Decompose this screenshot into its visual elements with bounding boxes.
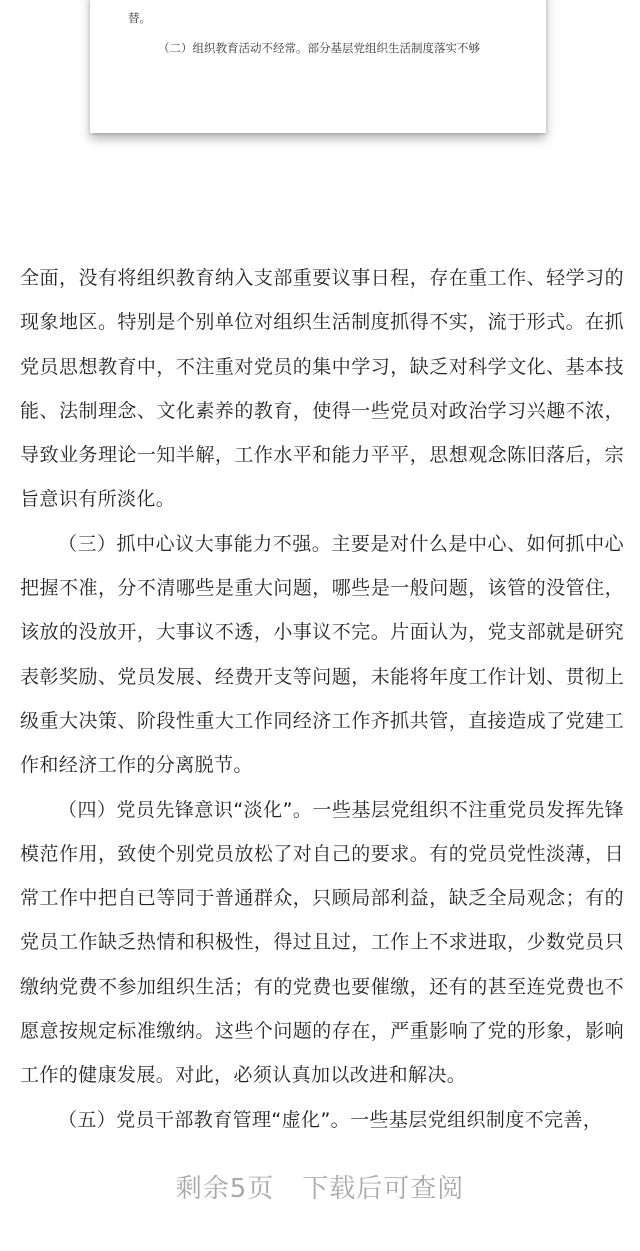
paragraph-continuation: 全面，没有将组织教育纳入支部重要议事日程，存在重工作、轻学习的现象地区。特别是个别单位对组织生活制度抓得不实，流于形式。在抓党员思想教育中，不注重对党员的集中学习，缺乏对科学文化、基本技能、法制理念、文化素养的教育，使得一些党员对政治学习兴趣不浓，导致业务理论一知半解，工作水平和能力平平，思想观念陈旧落后，宗旨意识有所淡化。 [20, 267, 624, 511]
paragraph-section-four: （四）党员先锋意识“淡化”。一些基层党组织不注重党员发挥先锋模范作用，致使个别党员放松了对自己的要求。有的党员党性淡薄，日常工作中把自已等同于普通群众，只顾局部利益，缺乏全局观念；有的党员工作缺乏热情和积极性，得过且过，工作上不求进取，少数党员只缴纳党费不参加组织生活；有的党费也要催缴，还有的甚至连党费也不愿意按规定标准缴纳。这些个问题的存在，严重影响了党的形象，影响工作的健康发展。对此，必须认真加以改进和解决。 [20, 798, 624, 1087]
paragraph-section-five: （五）党员干部教育管理“虚化”。一些基层党组织制度不完善， [58, 1108, 603, 1131]
download-to-read-prompt[interactable] [0, 1168, 640, 1205]
preview-text-line: （二）组织教育活动不经常。部分基层党组织生活制度落实不够 [158, 41, 480, 55]
download-action-label: 下载后可查阅 [302, 1174, 465, 1204]
preview-text-line: 替。 [128, 11, 151, 25]
document-body [20, 256, 624, 1142]
remaining-pages-label: 剩余5页 [175, 1174, 275, 1204]
previous-page-preview [90, 0, 546, 133]
paragraph-section-three: （三）抓中心议大事能力不强。主要是对什么是中心、如何抓中心把握不准，分不清哪些是重大问题，哪些是一般问题，该管的没管住，该放的没放开，大事议不透，小事议不完。片面认为，党支部就是研究表彰奖励、党员发展、经费开支等问题，未能将年度工作计划、贯彻上级重大决策、阶段性重大工作同经济工作齐抓共管，直接造成了党建工作和经济工作的分离脱节。 [20, 532, 624, 777]
